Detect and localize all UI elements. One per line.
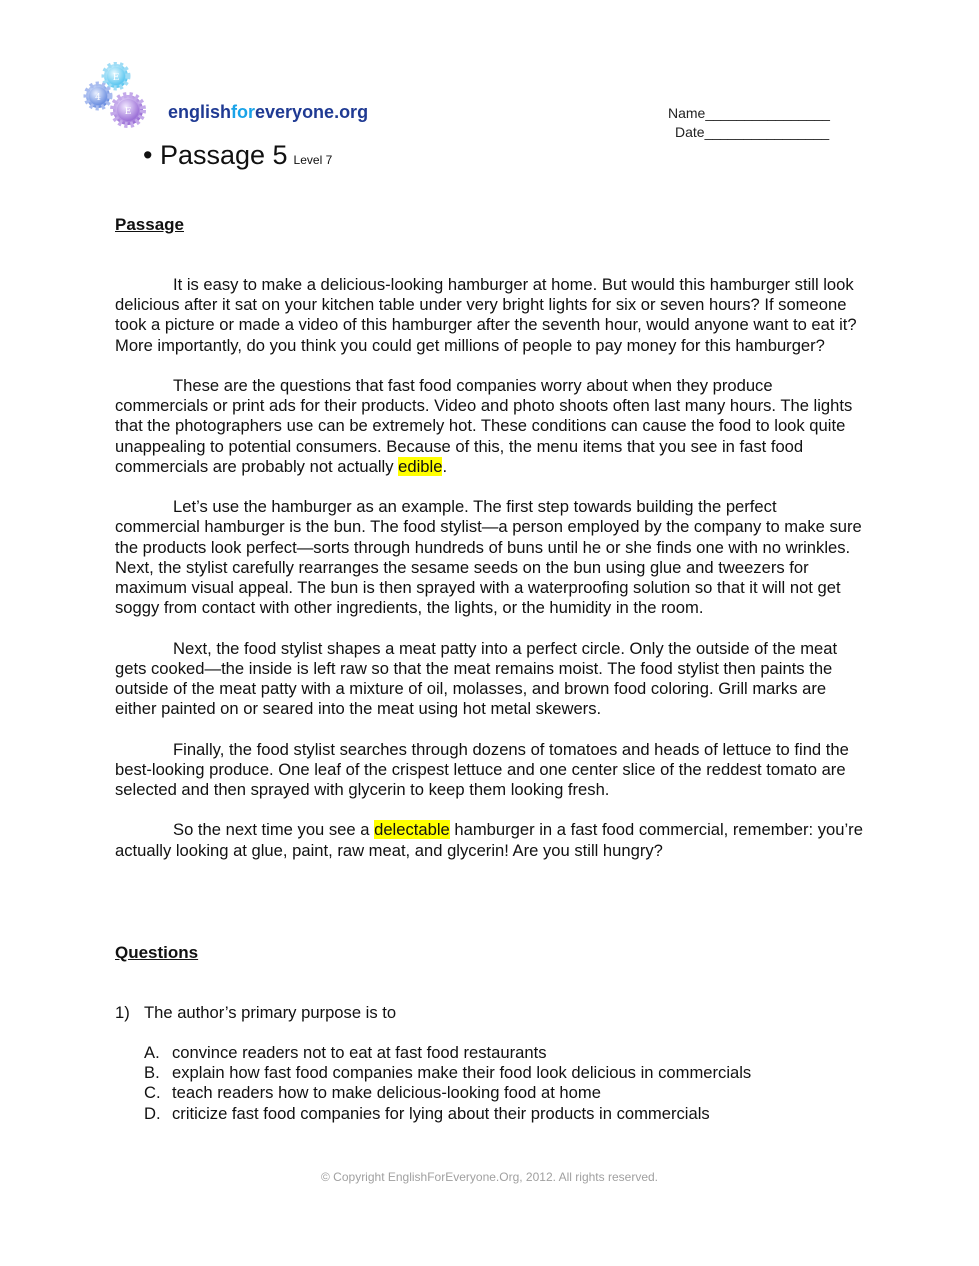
copyright-footer: © Copyright EnglishForEveryone.Org, 2012. All rights reserved. <box>321 1170 658 1184</box>
option-d[interactable]: D. criticize fast food companies for lying about their products in commercials <box>144 1103 710 1123</box>
gear-left-icon <box>86 84 110 108</box>
paragraph-3: Let’s use the hamburger as an example. The first step towards building the perfect commercial hamburger is the bun. The food stylist—a person employed by the company to make sure the products look perfect—sorts through hundreds of buns until he or she finds one with no wrinkles. Next, the stylist carefully rearranges the sesame seeds on the bun using glue and tweezers for maximum visual appeal. The bun is then sprayed with a waterproofing solution so that it will not get soggy from contact with other ingredients, the lights, or the humidity in the room. <box>115 497 862 618</box>
svg-text:4: 4 <box>95 93 101 103</box>
gear-right-icon <box>113 95 143 125</box>
name-line: Name________________ <box>668 105 830 121</box>
highlight-delectable: delectable <box>374 820 450 840</box>
highlight-edible: edible <box>398 456 443 476</box>
questions-heading: Questions <box>115 943 199 962</box>
date-line: Date________________ <box>675 124 830 140</box>
paragraph-4: Next, the food stylist shapes a meat patty into a perfect circle. Only the outside of the meat gets cooked—the inside is left raw so that the meat remains moist. The food stylist then paints the outside of the meat patty with a mixture of oil, molasses, and brown food coloring. Grill marks are either painted on or seared into the meat using hot metal skewers. <box>115 638 838 719</box>
site-name: englishforeveryone.org <box>168 102 369 122</box>
paragraph-6: So the next time you see a delectable hamburger in a fast food commercial, remember: you’re actually looking at glue, paint, raw meat, and glycerin! Are you still hungry? <box>115 820 863 860</box>
answer-options <box>144 1043 751 1124</box>
paragraph-1: It is easy to make a delicious-looking hamburger at home. But would this hamburger still look delicious after it sat on your kitchen table under very bright lights for six or seven hours? If someone took a picture or made a video of this hamburger after the seventh hour, would anyone want to eat it? More importantly, do you think you could get millions of people to pay money for this hamburger? <box>115 275 857 355</box>
question-1 <box>115 1003 396 1023</box>
option-b[interactable]: B. explain how fast food companies make their food look delicious in commercials <box>144 1063 752 1083</box>
option-a[interactable]: A. convince readers not to eat at fast food restaurants <box>144 1043 547 1062</box>
paragraph-5: Finally, the food stylist searches through dozens of tomatoes and heads of lettuce to find the best-looking produce. One leaf of the crispest lettuce and one center slice of the reddest tomato are selected and then sprayed with glycerin to keep them looking fresh. <box>115 739 849 800</box>
passage-title: • Passage 5 <box>143 140 288 170</box>
site-logo <box>78 62 154 132</box>
svg-text:E: E <box>124 107 132 117</box>
svg-text:E: E <box>112 73 120 83</box>
option-c[interactable]: C. teach readers how to make delicious-looking food at home <box>144 1083 601 1103</box>
gear-top-icon <box>104 64 128 88</box>
gear-logo-icon <box>78 62 154 132</box>
question-text: The author’s primary purpose is to <box>144 1003 397 1022</box>
level-label: Level 7 <box>293 153 333 167</box>
passage-body <box>115 275 865 881</box>
question-number: 1) <box>115 1003 130 1022</box>
paragraph-2: These are the questions that fast food companies worry about when they produce commercials or print ads for their products. Video and photo shoots often last many hours. The lights that the photographers use can be extremely hot. These conditions can cause the food to look quite unappealing to potential consumers. Because of this, the menu items that you see in fast food commercials are probably not actually edible. <box>115 376 853 476</box>
name-date-block <box>668 104 830 142</box>
page-title <box>143 140 332 171</box>
passage-heading: Passage <box>115 215 184 234</box>
